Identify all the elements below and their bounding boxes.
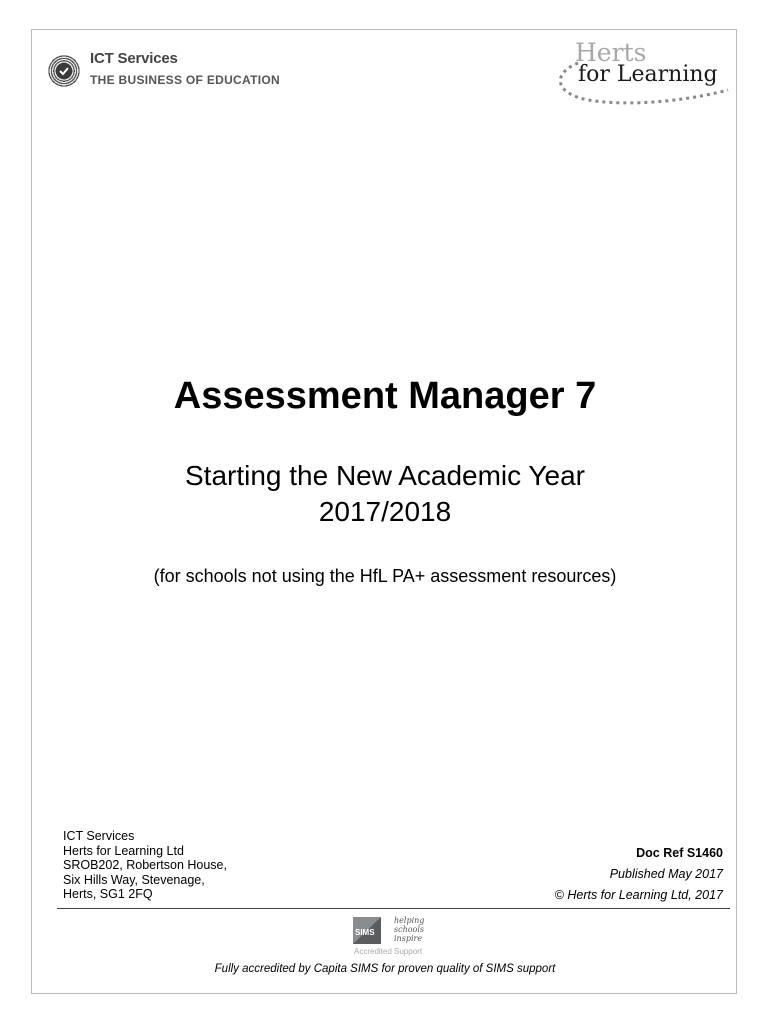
hfl-logo-for-learning: for Learning bbox=[578, 62, 718, 87]
address-line: Six Hills Way, Stevenage, bbox=[63, 872, 205, 887]
address-line: Herts, SG1 2FQ bbox=[63, 887, 153, 901]
subtitle-line-1: Starting the New Academic Year bbox=[184, 460, 585, 491]
published-date: Published May 2017 bbox=[609, 867, 723, 881]
document-note: (for schools not using the HfL PA+ assessment resources) bbox=[153, 566, 617, 586]
accreditation-statement: Fully accredited by Capita SIMS for proven quality of SIMS support bbox=[214, 963, 556, 975]
document-subtitle bbox=[0, 458, 770, 530]
ict-services-title: ICT Services bbox=[90, 50, 178, 67]
sims-tagline: helping schools inspire bbox=[394, 916, 425, 943]
check-circle-icon bbox=[48, 55, 80, 87]
address-line: SROB202, Robertson House, bbox=[63, 858, 227, 872]
address-block bbox=[63, 829, 227, 902]
copyright: © Herts for Learning Ltd, 2017 bbox=[554, 888, 723, 902]
document-title: Assessment Manager 7 bbox=[173, 375, 597, 417]
subtitle-line-2: 2017/2018 bbox=[318, 496, 452, 527]
address-line: Herts for Learning Ltd bbox=[63, 843, 184, 858]
footer-divider bbox=[57, 908, 730, 909]
document-info bbox=[555, 843, 723, 906]
ict-services-subtitle: THE BUSINESS OF EDUCATION bbox=[90, 73, 280, 87]
sims-accredited-badge: Accredited Support bbox=[354, 947, 423, 956]
hfl-logo-herts: Herts bbox=[575, 38, 647, 67]
address-line: ICT Services bbox=[63, 829, 135, 843]
doc-ref: Doc Ref S1460 bbox=[636, 846, 723, 860]
sims-logo-icon: SIMS bbox=[353, 917, 381, 944]
